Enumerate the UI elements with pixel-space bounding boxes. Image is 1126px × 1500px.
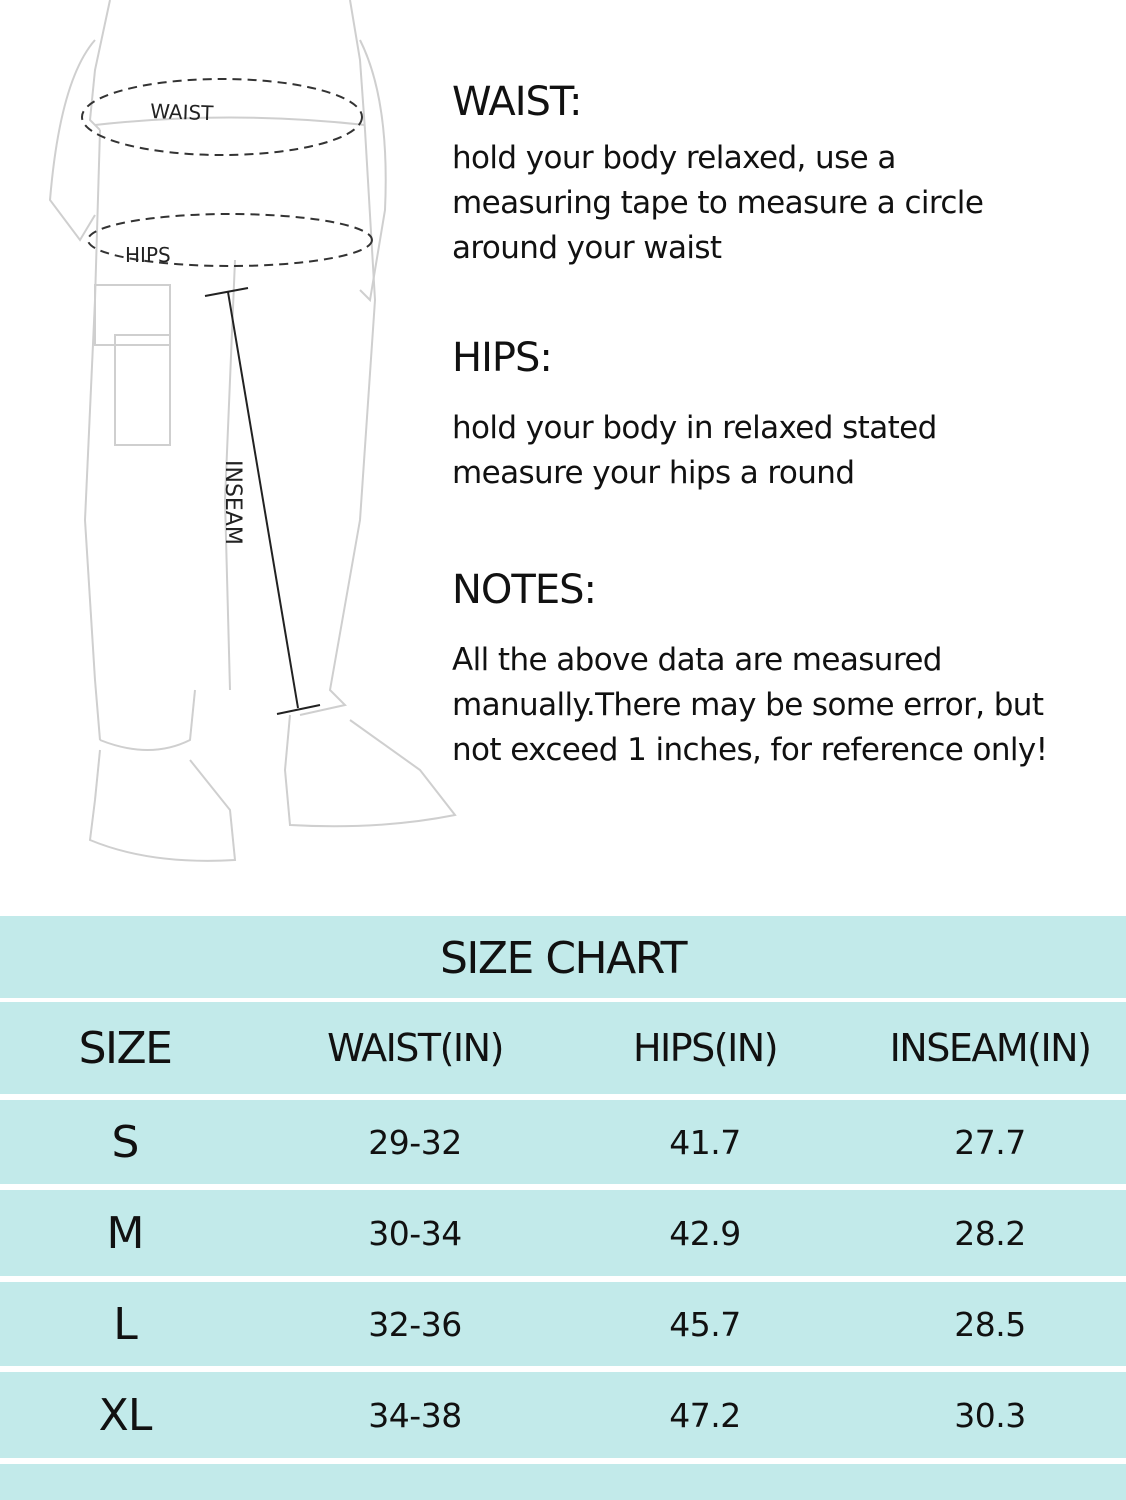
notes-text	[452, 638, 1048, 773]
waist-line-3: around your waist	[452, 230, 722, 266]
hips-instructions	[452, 406, 937, 496]
notes-line-3: not exceed 1 inches, for reference only!	[452, 732, 1048, 768]
waist-line-1: hold your body relaxed, use a	[452, 140, 896, 176]
inseam-cell: 28.5	[954, 1304, 1026, 1344]
waist-line-2: measuring tape to measure a circle	[452, 185, 984, 221]
hips-line-2: measure your hips a round	[452, 455, 855, 491]
inseam-cell: 28.2	[954, 1213, 1026, 1253]
waist-instructions	[452, 136, 983, 271]
size-cell: XL	[98, 1389, 152, 1441]
header-hips: HIPS(IN)	[632, 1026, 778, 1070]
size-cell: L	[113, 1298, 137, 1350]
notes-line-2: manually.There may be some error, but	[452, 687, 1044, 723]
header-size: SIZE	[78, 1022, 172, 1074]
waist-cell: 29-32	[368, 1122, 462, 1162]
table-row	[0, 1190, 1126, 1276]
notes-heading: NOTES:	[452, 567, 596, 613]
size-cell: S	[111, 1116, 139, 1168]
inseam-cell: 30.3	[954, 1395, 1026, 1435]
header-inseam: INSEAM(IN)	[889, 1026, 1091, 1070]
waist-cell: 32-36	[368, 1304, 462, 1344]
bottom-band	[0, 1464, 1126, 1500]
table-row	[0, 1282, 1126, 1366]
waist-label: WAIST	[149, 99, 214, 126]
waist-cell: 34-38	[368, 1395, 462, 1435]
hips-label: HIPS	[125, 243, 171, 267]
table-row	[0, 1372, 1126, 1458]
hips-cell: 47.2	[669, 1395, 741, 1435]
notes-line-1: All the above data are measured	[452, 642, 942, 678]
size-chart	[0, 916, 1126, 1500]
inseam-cell: 27.7	[954, 1122, 1026, 1162]
waist-heading: WAIST:	[452, 79, 582, 125]
size-cell: M	[106, 1207, 144, 1259]
table-row	[0, 1100, 1126, 1184]
size-chart-title: SIZE CHART	[0, 916, 1126, 998]
waist-cell: 30-34	[368, 1213, 462, 1253]
size-chart-header-row	[0, 1002, 1126, 1094]
hips-heading: HIPS:	[452, 335, 552, 381]
hips-cell: 45.7	[669, 1304, 741, 1344]
pants-measurement-illustration	[0, 0, 470, 890]
hips-cell: 42.9	[669, 1213, 741, 1253]
hips-cell: 41.7	[669, 1122, 741, 1162]
hips-line-1: hold your body in relaxed stated	[452, 410, 937, 446]
inseam-label: INSEAM	[220, 460, 245, 545]
header-waist: WAIST(IN)	[327, 1026, 503, 1070]
